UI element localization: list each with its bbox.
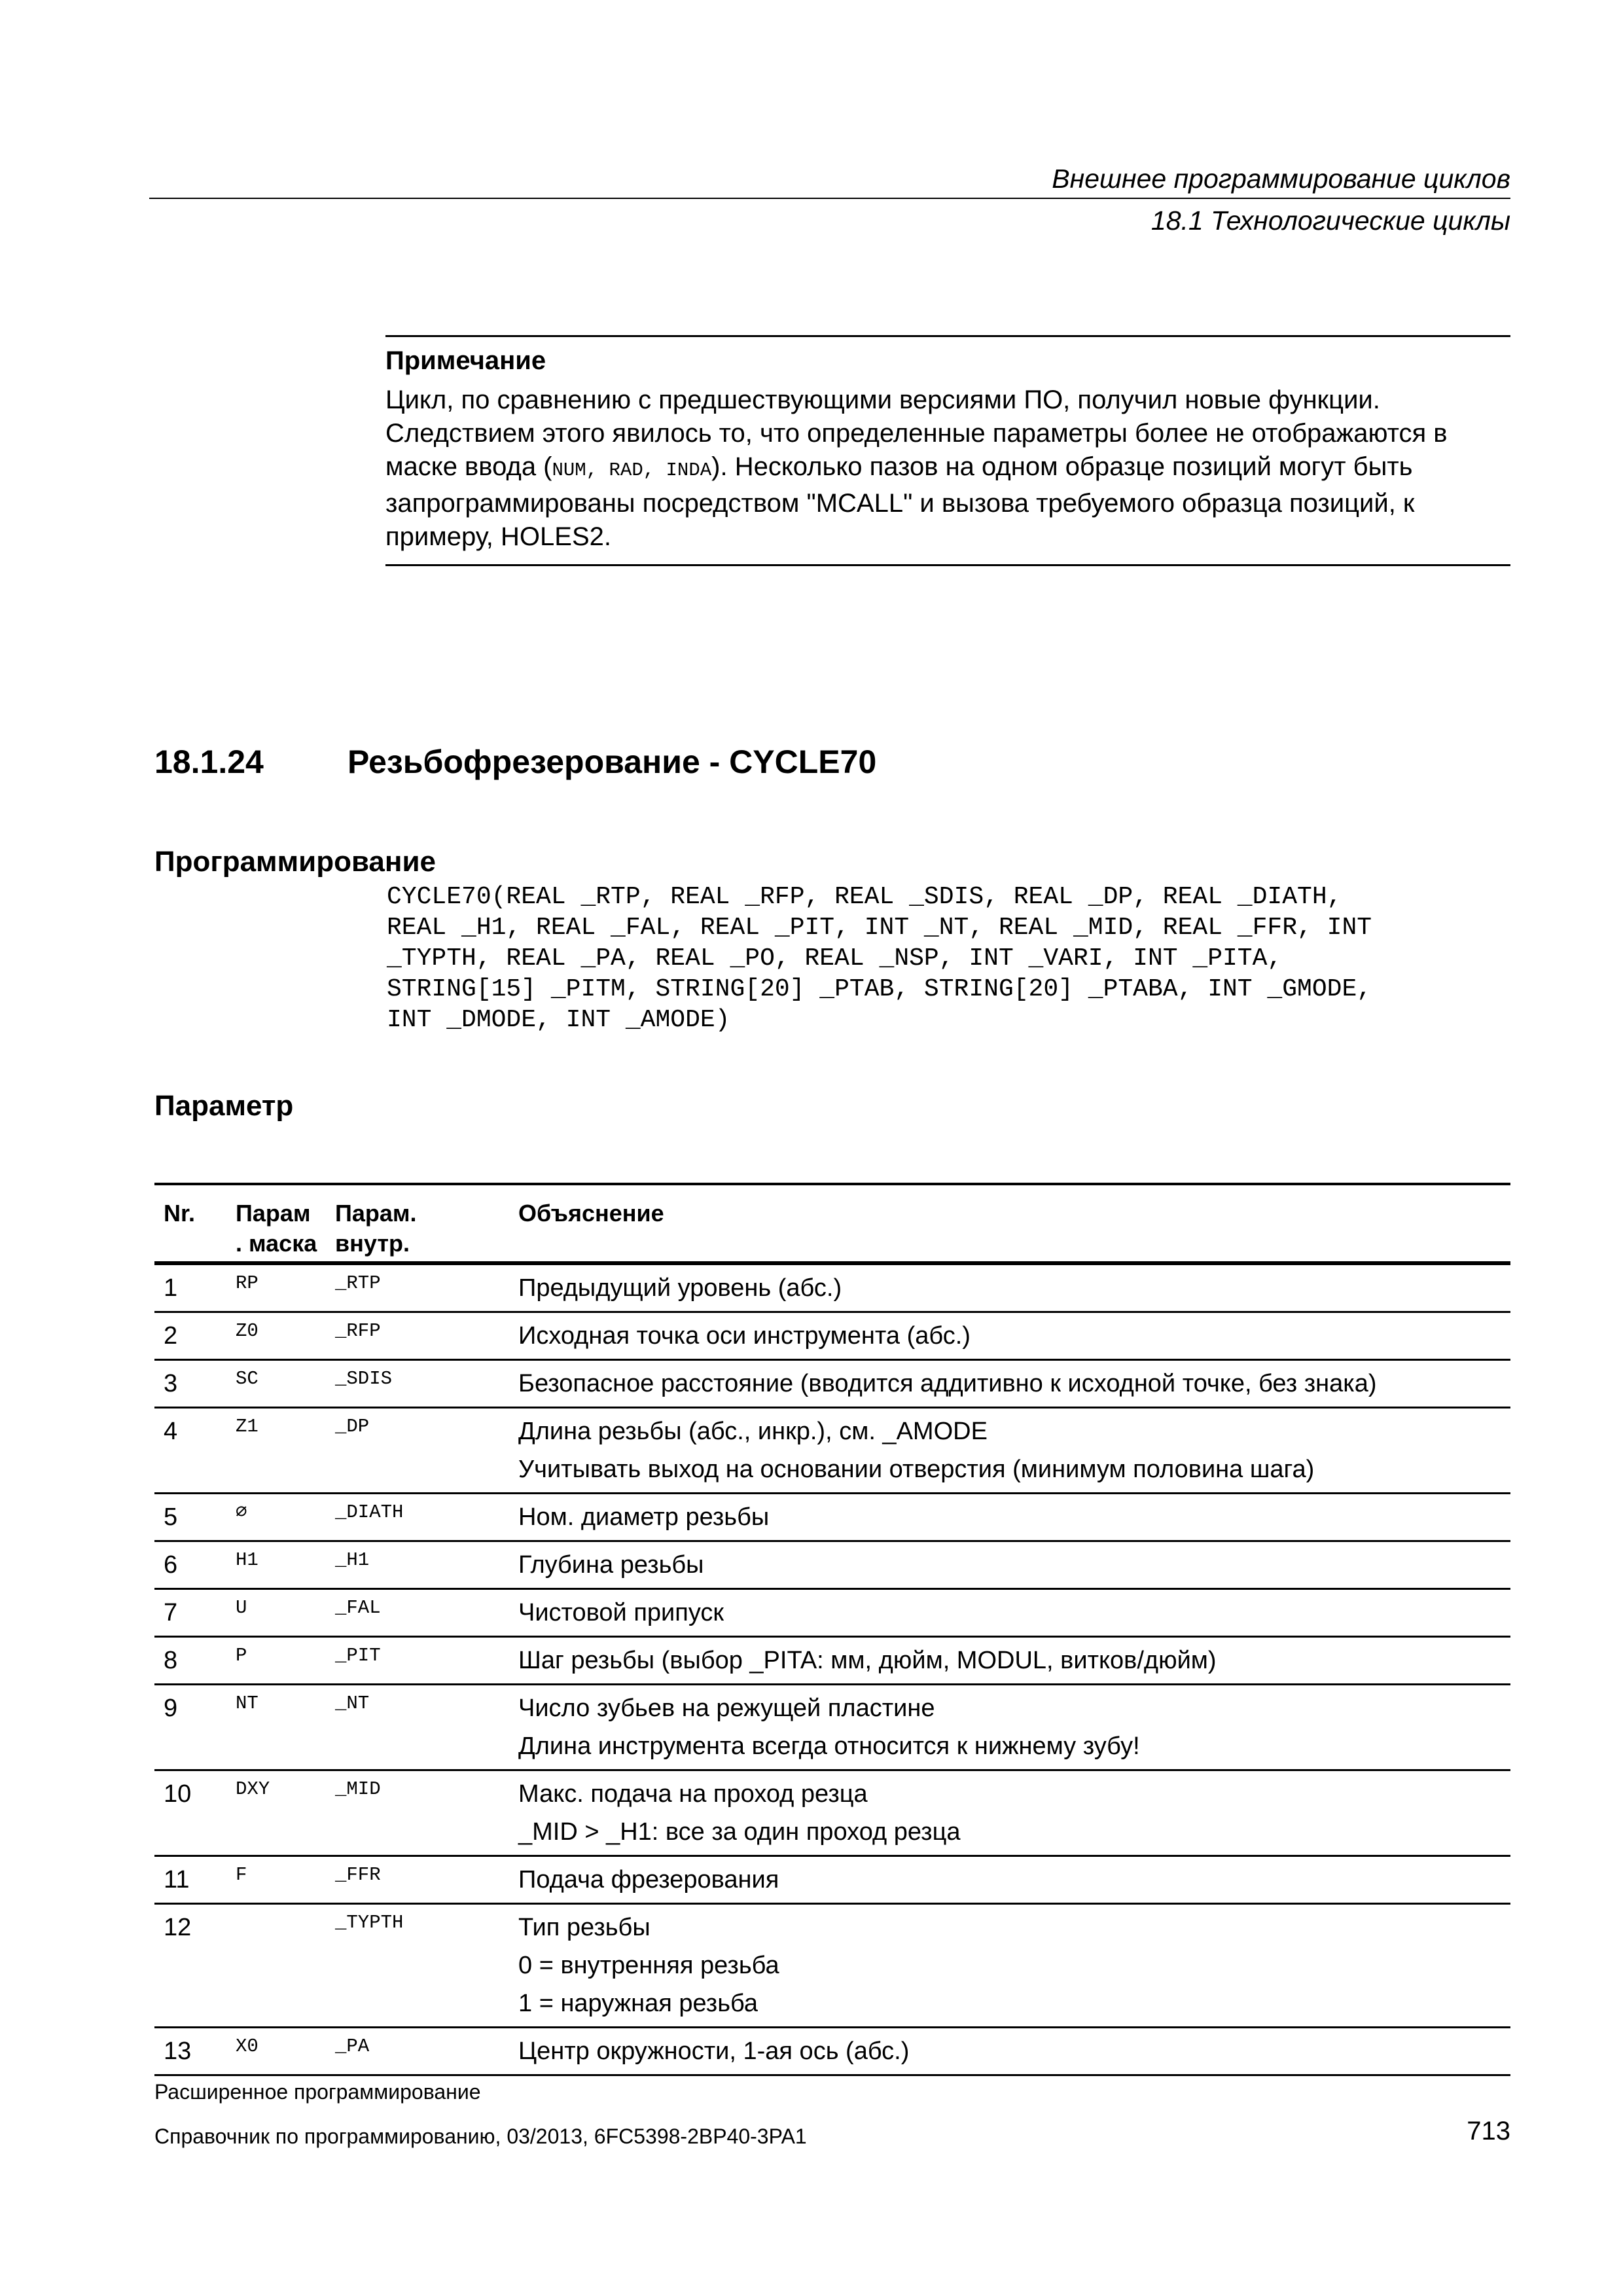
table-row bbox=[154, 1360, 1510, 1408]
table-row bbox=[154, 1856, 1510, 1904]
param-explanation-line: Макс. подача на проход резца bbox=[518, 1780, 868, 1808]
param-internal bbox=[335, 1541, 518, 1589]
table-row bbox=[154, 1904, 1510, 2028]
param-explanation bbox=[518, 1541, 1510, 1589]
param-internal bbox=[335, 1312, 518, 1360]
running-header-section: 18.1 Технологические циклы bbox=[1150, 206, 1510, 236]
param-internal-value: _DIATH bbox=[335, 1501, 404, 1523]
param-internal-value: _RFP bbox=[335, 1320, 381, 1342]
param-explanation bbox=[518, 1904, 1510, 2028]
param-explanation bbox=[518, 1494, 1510, 1541]
param-nr-value: 5 bbox=[164, 1503, 178, 1531]
param-explanation bbox=[518, 1685, 1510, 1770]
param-nr bbox=[154, 2028, 236, 2075]
param-explanation bbox=[518, 1408, 1510, 1494]
param-nr bbox=[154, 1589, 236, 1637]
col-header-mask-line2: . маска bbox=[236, 1230, 317, 1257]
param-explanation-line: Предыдущий уровень (абс.) bbox=[518, 1274, 842, 1302]
param-mask-value: Z1 bbox=[236, 1416, 259, 1437]
section-title: Резьбофрезерование - CYCLE70 bbox=[348, 744, 877, 780]
param-internal-value: _H1 bbox=[335, 1549, 370, 1571]
col-header-mask bbox=[236, 1184, 335, 1263]
param-internal bbox=[335, 1770, 518, 1856]
param-mask bbox=[236, 1541, 335, 1589]
param-mask bbox=[236, 1589, 335, 1637]
param-mask bbox=[236, 1770, 335, 1856]
param-explanation-line: Исходная точка оси инструмента (абс.) bbox=[518, 1322, 971, 1350]
param-nr bbox=[154, 1360, 236, 1408]
param-internal bbox=[335, 1685, 518, 1770]
param-mask bbox=[236, 1904, 335, 2028]
param-nr-value: 6 bbox=[164, 1551, 178, 1579]
param-internal bbox=[335, 1589, 518, 1637]
param-nr bbox=[154, 1904, 236, 2028]
param-explanation-line: Учитывать выход на основании отверстия (минимум половина шага) bbox=[518, 1456, 1315, 1483]
param-mask-value: H1 bbox=[236, 1549, 259, 1571]
param-explanation bbox=[518, 1589, 1510, 1637]
note-top-rule bbox=[385, 335, 1510, 337]
param-explanation-line: 0 = внутренняя резьба bbox=[518, 1952, 779, 1979]
param-explanation-line: Тип резьбы bbox=[518, 1914, 651, 1941]
param-mask-value: U bbox=[236, 1597, 247, 1619]
param-mask-value: P bbox=[236, 1645, 247, 1666]
param-nr bbox=[154, 1856, 236, 1904]
param-internal bbox=[335, 2028, 518, 2075]
param-internal-value: _NT bbox=[335, 1693, 370, 1714]
programming-code: CYCLE70(REAL _RTP, REAL _RFP, REAL _SDIS, REAL _DP, REAL _DIATH, REAL _H1, REAL _FAL, REAL _PIT, INT _NT, REAL _MID, REAL _FFR, INT _TYPTH, REAL _PA, REAL _PO, REAL _NSP, INT _VARI, INT _PITA, STRING[15] _PITM, STRING[20] _PTAB, STRING[20] _PTABA, INT _GMODE, INT _DMODE, INT _AMODE) bbox=[387, 883, 1372, 1034]
param-explanation-line: Число зубьев на режущей пластине bbox=[518, 1695, 935, 1722]
param-mask bbox=[236, 1637, 335, 1685]
note-bottom-rule bbox=[385, 564, 1510, 566]
param-internal-value: _SDIS bbox=[335, 1368, 393, 1390]
table-row bbox=[154, 2028, 1510, 2075]
param-internal bbox=[335, 1494, 518, 1541]
param-mask-value: DXY bbox=[236, 1778, 270, 1800]
param-mask bbox=[236, 2028, 335, 2075]
param-nr-value: 3 bbox=[164, 1370, 178, 1397]
param-mask bbox=[236, 1408, 335, 1494]
param-explanation bbox=[518, 1637, 1510, 1685]
param-internal-value: _PIT bbox=[335, 1645, 381, 1666]
param-nr-value: 11 bbox=[164, 1866, 190, 1893]
param-explanation bbox=[518, 2028, 1510, 2075]
param-explanation-line: Подача фрезерования bbox=[518, 1866, 779, 1893]
table-row bbox=[154, 1541, 1510, 1589]
param-nr-value: 2 bbox=[164, 1322, 178, 1350]
table-row bbox=[154, 1637, 1510, 1685]
table-row bbox=[154, 1408, 1510, 1494]
page-number: 713 bbox=[1467, 2117, 1510, 2145]
param-mask-value: F bbox=[236, 1864, 247, 1886]
param-explanation-line: Безопасное расстояние (вводится аддитивно к исходной точке, без знака) bbox=[518, 1370, 1377, 1397]
param-nr-value: 7 bbox=[164, 1599, 178, 1626]
param-explanation-line: _MID > _H1: все за один проход резца bbox=[518, 1818, 961, 1846]
running-header-chapter: Внешнее программирование циклов bbox=[1052, 164, 1510, 194]
param-explanation-line: Ном. диаметр резьбы bbox=[518, 1503, 770, 1531]
param-mask-value: X0 bbox=[236, 2036, 259, 2057]
param-internal-value: _TYPTH bbox=[335, 1912, 404, 1933]
param-nr-value: 10 bbox=[164, 1780, 192, 1808]
param-explanation-line: Чистовой припуск bbox=[518, 1599, 724, 1626]
note-text-part1: Цикл, по сравнению с предшествующими версиями ПО, получил новые функции. Следствием этого явилось то, что определенные параметры более не отображаются в маске ввода ( bbox=[385, 386, 1448, 481]
param-internal-value: _DP bbox=[335, 1416, 370, 1437]
param-explanation-line: Шаг резьбы (выбор _PITA: мм, дюйм, MODUL, витков/дюйм) bbox=[518, 1647, 1217, 1674]
col-header-nr: Nr. bbox=[164, 1200, 196, 1227]
param-internal-value: _PA bbox=[335, 2036, 370, 2057]
section-number: 18.1.24 bbox=[154, 744, 264, 780]
param-nr bbox=[154, 1541, 236, 1589]
param-nr bbox=[154, 1408, 236, 1494]
param-explanation bbox=[518, 1360, 1510, 1408]
param-mask bbox=[236, 1360, 335, 1408]
param-explanation-line: 1 = наружная резьба bbox=[518, 1990, 758, 2017]
param-explanation bbox=[518, 1770, 1510, 1856]
param-mask bbox=[236, 1263, 335, 1312]
param-mask-value: NT bbox=[236, 1693, 259, 1714]
param-nr-value: 12 bbox=[164, 1914, 192, 1941]
param-mask bbox=[236, 1312, 335, 1360]
table-row bbox=[154, 1312, 1510, 1360]
parameter-table bbox=[154, 1183, 1510, 2076]
param-nr-value: 13 bbox=[164, 2037, 192, 2065]
param-mask bbox=[236, 1494, 335, 1541]
param-mask-value: ∅ bbox=[236, 1501, 247, 1523]
col-header-mask-line1: Парам bbox=[236, 1200, 311, 1227]
param-internal bbox=[335, 1637, 518, 1685]
param-nr-value: 9 bbox=[164, 1695, 178, 1722]
param-internal bbox=[335, 1904, 518, 2028]
param-nr bbox=[154, 1312, 236, 1360]
param-explanation-line: Длина резьбы (абс., инкр.), см. _AMODE bbox=[518, 1418, 988, 1445]
header-rule bbox=[149, 198, 1510, 199]
param-mask-value: SC bbox=[236, 1368, 259, 1390]
param-mask bbox=[236, 1685, 335, 1770]
param-internal-value: _FAL bbox=[335, 1597, 381, 1619]
col-header-internal bbox=[335, 1184, 518, 1263]
note-text-part2: ). Несколько пазов на одном образце позиций могут быть запрограммированы посредством "MCALL" и вызова требуемого образца позиций, к примеру, HOLES2. bbox=[385, 452, 1415, 551]
param-explanation bbox=[518, 1312, 1510, 1360]
param-explanation bbox=[518, 1263, 1510, 1312]
param-nr bbox=[154, 1637, 236, 1685]
footer-reference: Справочник по программированию, 03/2013, 6FC5398-2BP40-3PA1 bbox=[154, 2125, 807, 2148]
param-internal-value: _MID bbox=[335, 1778, 381, 1800]
table-body bbox=[154, 1263, 1510, 2075]
param-nr-value: 4 bbox=[164, 1418, 178, 1445]
param-mask-value: RP bbox=[236, 1272, 259, 1294]
note-title: Примечание bbox=[385, 346, 546, 375]
param-explanation-line: Глубина резьбы bbox=[518, 1551, 704, 1579]
col-header-explanation: Объяснение bbox=[518, 1200, 664, 1227]
param-mask-value: Z0 bbox=[236, 1320, 259, 1342]
param-nr bbox=[154, 1685, 236, 1770]
parameter-heading: Параметр bbox=[154, 1090, 294, 1122]
param-mask bbox=[236, 1856, 335, 1904]
table-header-row bbox=[154, 1184, 1510, 1263]
col-header-internal-line1: Парам. bbox=[335, 1200, 417, 1227]
param-explanation-line: Центр окружности, 1-ая ось (абс.) bbox=[518, 2037, 910, 2065]
table-row bbox=[154, 1589, 1510, 1637]
param-explanation bbox=[518, 1856, 1510, 1904]
param-nr bbox=[154, 1263, 236, 1312]
param-nr-value: 8 bbox=[164, 1647, 178, 1674]
param-internal bbox=[335, 1408, 518, 1494]
footer-title: Расширенное программирование bbox=[154, 2080, 481, 2104]
note-box bbox=[385, 335, 1510, 566]
table-row bbox=[154, 1263, 1510, 1312]
param-nr-value: 1 bbox=[164, 1274, 178, 1302]
col-header-internal-line2: внутр. bbox=[335, 1230, 410, 1257]
param-internal-value: _RTP bbox=[335, 1272, 381, 1294]
param-nr bbox=[154, 1494, 236, 1541]
param-nr bbox=[154, 1770, 236, 1856]
param-explanation-line: Длина инструмента всегда относится к нижнему зубу! bbox=[518, 1732, 1140, 1760]
param-internal bbox=[335, 1360, 518, 1408]
programming-heading: Программирование bbox=[154, 846, 436, 878]
table-row bbox=[154, 1685, 1510, 1770]
table-row bbox=[154, 1494, 1510, 1541]
note-text bbox=[385, 384, 1510, 554]
param-internal bbox=[335, 1856, 518, 1904]
param-internal-value: _FFR bbox=[335, 1864, 381, 1886]
note-code-params: NUM, RAD, INDA bbox=[552, 459, 712, 481]
table-row bbox=[154, 1770, 1510, 1856]
param-internal bbox=[335, 1263, 518, 1312]
